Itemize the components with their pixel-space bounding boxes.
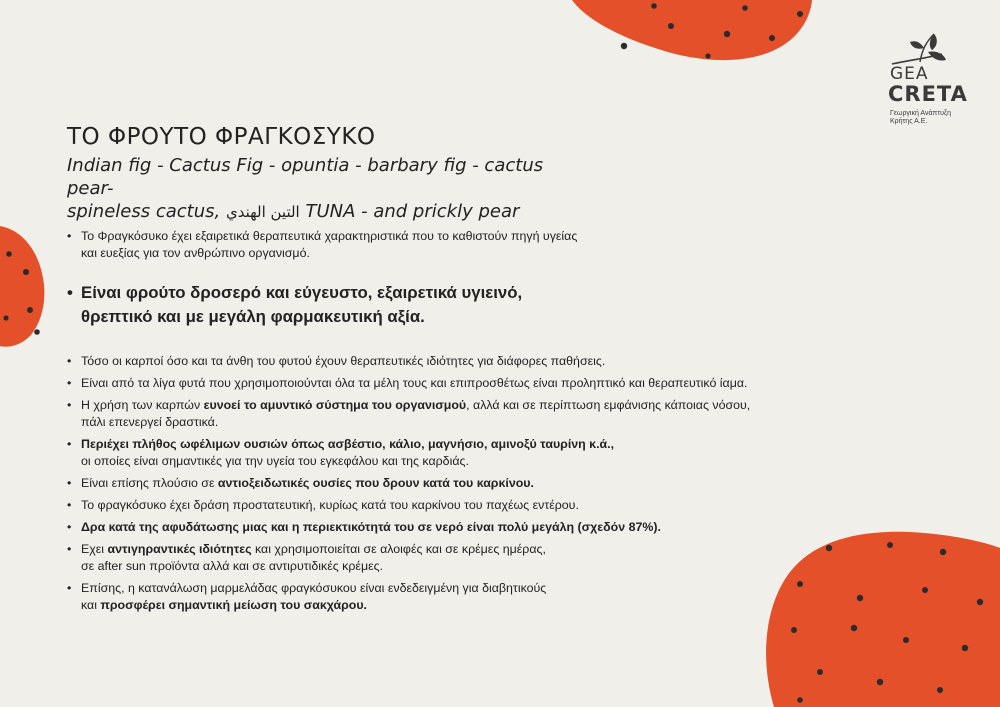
list-item — [67, 436, 867, 470]
logo-tagline: Γεωργική Ανάπτυξη Κρήτης Α.Ε. — [890, 110, 951, 125]
bullet-text: Επίσης, η κατανάλωση μαρμελάδας φραγκόσυκου είναι ενδεδειγμένη για διαβητικούς — [81, 581, 547, 595]
subtitle-line-2-a: spineless cactus, — [67, 201, 226, 222]
bullet-text-bold: Περιέχει πλήθος ωφέλιμων ουσιών όπως ασβέστιο, κάλιο, μαγνήσιο, αμινοξύ ταυρίνη κ.ά., — [81, 437, 615, 451]
bullet-text: Τόσο οι καρποί όσο και τα άνθη του φυτού έχουν θεραπευτικές ιδιότητες για διάφορες παθήσεις. — [81, 354, 606, 368]
bullet-text: και ευεξίας για τον ανθρώπινο οργανισμό. — [81, 246, 310, 260]
logo-text-gea: GEA — [890, 64, 929, 84]
list-item — [67, 397, 867, 431]
list-item — [67, 519, 867, 536]
bullet-text: θρεπτικό και με μεγάλη φαρμακευτική αξία. — [81, 307, 425, 326]
bullet-text-bold: αντιοξειδωτικές ουσίες που δρουν κατά του καρκίνου. — [217, 476, 534, 490]
fruit-shape-top — [572, 0, 812, 60]
bullet-text: Η χρήση των καρπών — [81, 398, 204, 412]
bullet-text: οι οποίες είναι σημαντικές για την υγεία του εγκεφάλου και της καρδιάς. — [81, 454, 469, 468]
gea-creta-logo — [880, 30, 990, 130]
bullet-text: Είναι φρούτο δροσερό και εύγευστο, εξαιρετικά υγιεινό, — [81, 283, 523, 302]
bullet-text: Εχει — [81, 542, 108, 556]
list-item-highlight — [67, 281, 867, 329]
bullet-text: , αλλά και σε περίπτωση εμφάνισης κάποιας νόσου, — [466, 398, 751, 412]
subtitle-line-1: Indian fig - Cactus Fig - opuntia - barbary fig - cactus pear- — [67, 155, 544, 199]
bullet-text-bold: προσφέρει σημαντική μείωση του σακχάρου. — [100, 598, 367, 612]
list-item — [67, 497, 867, 514]
bullet-text-bold: ευνοεί το αμυντικό σύστημα του οργανισμού — [203, 398, 467, 412]
list-item — [67, 580, 867, 614]
bullet-text: και — [81, 598, 101, 612]
bullet-text: Το φραγκόσυκο έχει δράση προστατευτική, κυρίως κατά του καρκίνου του παχέως εντέρου. — [81, 498, 579, 512]
bullet-text-bold: αντιγηραντικές ιδιότητες — [107, 542, 252, 556]
bullet-text: πάλι επενεργεί δραστικά. — [81, 415, 219, 429]
bullet-text: σε after sun προϊόντα αλλά και σε αντιρυτιδικές κρέμες. — [81, 559, 384, 573]
fruit-shape-left — [0, 226, 44, 347]
page-subtitle — [67, 154, 587, 224]
bullet-text: και χρησιμοποιείται σε αλοιφές και σε κρέμες ημέρας, — [251, 542, 546, 556]
bullet-text: Είναι επίσης πλούσιο σε — [81, 476, 218, 490]
list-item — [67, 353, 867, 370]
bullet-text: Το Φραγκόσυκο έχει εξαιρετικά θεραπευτικά χαρακτηριστικά που το καθιστούν πηγή υγείας — [81, 229, 578, 243]
list-item — [67, 375, 867, 392]
benefits-list — [67, 228, 867, 614]
bullet-text: Είναι από τα λίγα φυτά που χρησιμοποιούνται όλα τα μέλη τους και επιπροσθέτως είναι προληπτικό και θεραπευτικό ίαμα. — [81, 376, 748, 390]
subtitle-line-2-b: TUNA - and prickly pear — [299, 201, 520, 222]
bullet-text-bold: Δρα κατά της αφυδάτωσης μιας και η περιεκτικότητά του σε νερό είναι πολύ μεγάλη (σχεδόν 87%). — [81, 520, 661, 534]
logo-text-creta: CRETA — [888, 82, 968, 106]
page-title: ΤΟ ΦΡΟΥΤΟ ΦΡΑΓΚΟΣΥΚΟ — [67, 124, 376, 150]
list-item — [67, 475, 867, 492]
list-item — [67, 228, 867, 262]
list-item — [67, 541, 867, 575]
subtitle-arabic-name: التين الهندي — [225, 203, 300, 221]
